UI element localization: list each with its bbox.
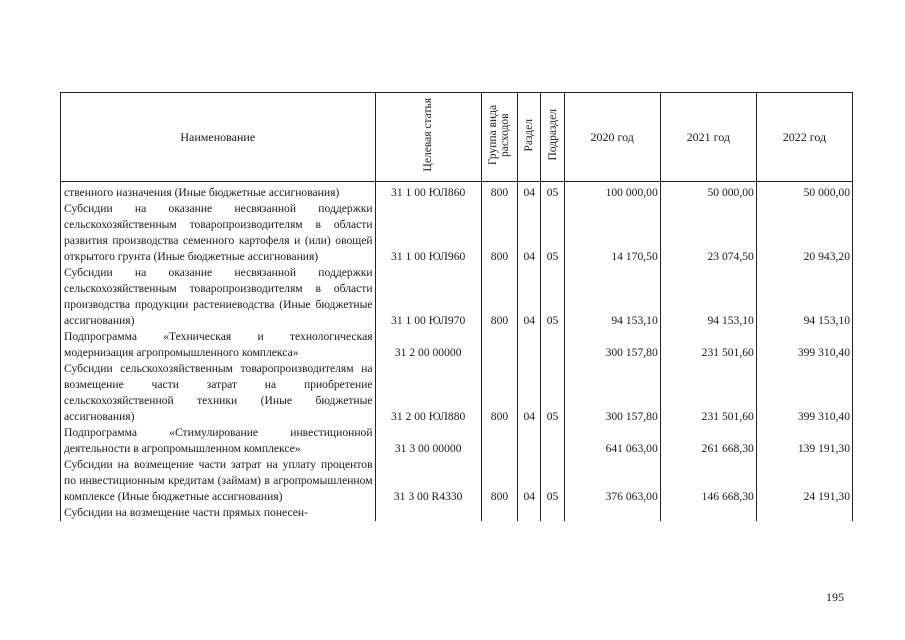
table-body: [61, 182, 853, 522]
table-row: [61, 457, 853, 505]
row-section: [518, 329, 541, 361]
row-2022: 24 191,30: [756, 457, 852, 505]
row-section: 04: [518, 201, 541, 265]
row-group: 800: [481, 182, 517, 202]
row-section: 04: [518, 265, 541, 329]
row-code: 31 1 00 ЮЛ860: [375, 182, 481, 202]
table-row: [61, 361, 853, 425]
row-2020: [564, 505, 660, 521]
row-2022: 50 000,00: [756, 182, 852, 202]
row-2020: 300 157,80: [564, 361, 660, 425]
row-section: [518, 425, 541, 457]
row-group: [481, 505, 517, 521]
row-subsection: 05: [541, 265, 564, 329]
row-subsection: 05: [541, 457, 564, 505]
row-section: 04: [518, 182, 541, 202]
row-code: 31 2 00 00000: [375, 329, 481, 361]
row-code: [375, 505, 481, 521]
page-number: 195: [826, 590, 844, 604]
row-2022: 20 943,20: [756, 201, 852, 265]
row-2021: 94 153,10: [660, 265, 756, 329]
row-name: Субсидии на возмещение части затрат на уплату процентов по инвестиционным кредитам (займам) в агропромышленном комплексе (Иные бюджетные ассигнования): [61, 457, 376, 505]
budget-table: [60, 92, 853, 521]
row-name: Подпрограмма «Стимулирование инвестиционной деятельности в агропромышленном комплексе»: [61, 425, 376, 457]
table-row: [61, 505, 853, 521]
table-header: [61, 93, 853, 182]
row-code: 31 2 00 ЮЛ880: [375, 361, 481, 425]
row-2020: 100 000,00: [564, 182, 660, 202]
row-subsection: 05: [541, 182, 564, 202]
row-name: Субсидии на возмещение части прямых понесен-: [61, 505, 376, 521]
row-section: 04: [518, 361, 541, 425]
row-2021: 261 668,30: [660, 425, 756, 457]
row-2020: 94 153,10: [564, 265, 660, 329]
row-2022: 399 310,40: [756, 329, 852, 361]
row-subsection: [541, 425, 564, 457]
row-2021: 23 074,50: [660, 201, 756, 265]
header-year-2022: 2022 год: [756, 93, 852, 182]
row-2021: 146 668,30: [660, 457, 756, 505]
header-year-2021: 2021 год: [660, 93, 756, 182]
header-section: Раздел: [518, 93, 541, 182]
row-code: 31 3 00 R4330: [375, 457, 481, 505]
row-2021: [660, 505, 756, 521]
row-2022: 399 310,40: [756, 361, 852, 425]
row-name: Подпрограмма «Техническая и технологическая модернизация агропромышленного комплекса»: [61, 329, 376, 361]
row-group: 800: [481, 265, 517, 329]
row-2022: 139 191,30: [756, 425, 852, 457]
row-code: 31 3 00 00000: [375, 425, 481, 457]
row-subsection: 05: [541, 201, 564, 265]
row-2020: 376 063,00: [564, 457, 660, 505]
header-target-article: Целевая статья: [375, 93, 481, 182]
header-year-2020: 2020 год: [564, 93, 660, 182]
table-row: [61, 265, 853, 329]
row-2022: [756, 505, 852, 521]
header-expense-group: Группа вида расходов: [481, 93, 517, 182]
row-name: ственного назначения (Иные бюджетные ассигнования): [61, 182, 376, 202]
row-subsection: [541, 505, 564, 521]
header-name: Наименование: [61, 93, 376, 182]
row-2021: 50 000,00: [660, 182, 756, 202]
row-2020: 14 170,50: [564, 201, 660, 265]
table-row: [61, 182, 853, 202]
row-group: 800: [481, 361, 517, 425]
table-row: [61, 201, 853, 265]
row-group: [481, 425, 517, 457]
row-2022: 94 153,10: [756, 265, 852, 329]
header-subsection: Подраздел: [541, 93, 564, 182]
row-2020: 300 157,80: [564, 329, 660, 361]
row-2021: 231 501,60: [660, 329, 756, 361]
row-group: [481, 329, 517, 361]
row-2021: 231 501,60: [660, 361, 756, 425]
row-subsection: 05: [541, 361, 564, 425]
table-row: [61, 329, 853, 361]
row-name: Субсидии на оказание несвязанной поддержки сельскохозяйственным товаропроизводителям в области производства продукции растениеводства (Иные бюджетные ассигнования): [61, 265, 376, 329]
row-subsection: [541, 329, 564, 361]
row-code: 31 1 00 ЮЛ970: [375, 265, 481, 329]
row-code: 31 1 00 ЮЛ960: [375, 201, 481, 265]
row-group: 800: [481, 457, 517, 505]
row-section: 04: [518, 457, 541, 505]
row-2020: 641 063,00: [564, 425, 660, 457]
row-name: Субсидии на оказание несвязанной поддержки сельскохозяйственным товаропроизводителям в области развития производства семенного картофеля и (или) овощей открытого грунта (Иные бюджетные ассигнования): [61, 201, 376, 265]
table-row: [61, 425, 853, 457]
row-group: 800: [481, 201, 517, 265]
row-section: [518, 505, 541, 521]
row-name: Субсидии сельскохозяйственным товаропроизводителям на возмещение части затрат на приобретение сельскохозяйственной техники (Иные бюджетные ассигнования): [61, 361, 376, 425]
header-row: [61, 93, 853, 182]
